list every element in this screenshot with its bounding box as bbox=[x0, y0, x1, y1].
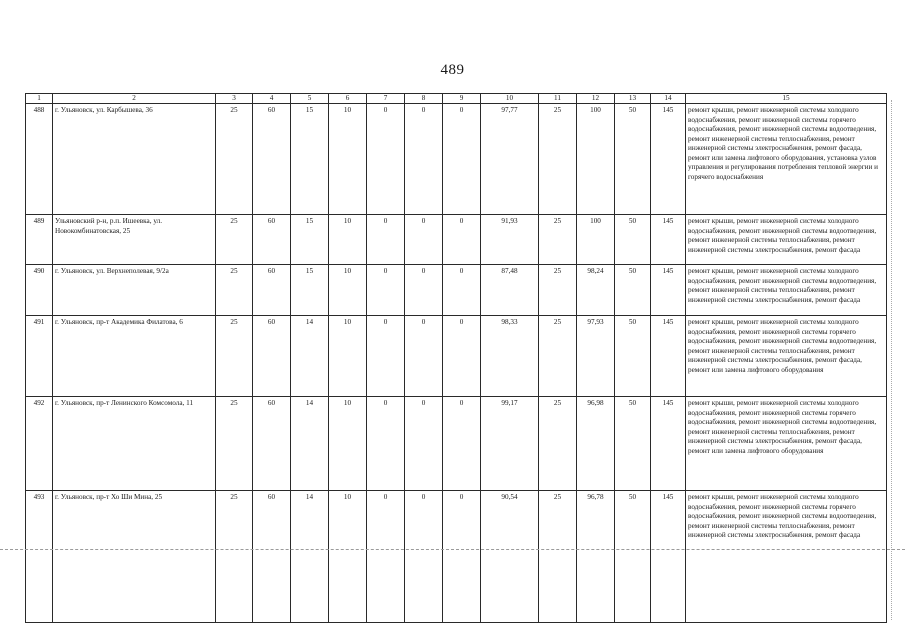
value-cell: 0 bbox=[405, 491, 443, 623]
value-cell: 145 bbox=[651, 491, 686, 623]
row-number: 489 bbox=[26, 215, 53, 265]
value-cell: 145 bbox=[651, 316, 686, 397]
table-row bbox=[26, 316, 887, 397]
value-cell: 0 bbox=[367, 397, 405, 491]
row-number: 490 bbox=[26, 265, 53, 316]
column-header: 3 bbox=[216, 94, 253, 104]
value-cell: 10 bbox=[329, 316, 367, 397]
works-cell: ремонт крыши, ремонт инженерной системы холодного водоснабжения, ремонт инженерной системы горячего водоснабжения, ремонт инженерной системы водоотведения, ремонт инженерной системы теплоснабжения, ремонт инженерной системы электроснабжения, ремонт фасада bbox=[686, 491, 887, 623]
value-cell: 0 bbox=[443, 397, 481, 491]
value-cell: 97,77 bbox=[481, 104, 539, 215]
value-cell: 10 bbox=[329, 215, 367, 265]
value-cell: 25 bbox=[216, 316, 253, 397]
page-number: 489 bbox=[440, 62, 465, 78]
value-cell: 0 bbox=[405, 265, 443, 316]
value-cell: 60 bbox=[253, 215, 291, 265]
value-cell: 0 bbox=[405, 397, 443, 491]
column-header: 9 bbox=[443, 94, 481, 104]
column-header: 6 bbox=[329, 94, 367, 104]
value-cell: 145 bbox=[651, 215, 686, 265]
row-number: 493 bbox=[26, 491, 53, 623]
register-table bbox=[25, 93, 887, 623]
value-cell: 10 bbox=[329, 491, 367, 623]
value-cell: 15 bbox=[291, 215, 329, 265]
value-cell: 145 bbox=[651, 104, 686, 215]
column-header: 15 bbox=[686, 94, 887, 104]
value-cell: 0 bbox=[443, 491, 481, 623]
column-header: 4 bbox=[253, 94, 291, 104]
address-cell: г. Ульяновск, пр-т Хо Ши Мина, 25 bbox=[53, 491, 216, 623]
value-cell: 50 bbox=[615, 104, 651, 215]
value-cell: 25 bbox=[539, 491, 577, 623]
value-cell: 25 bbox=[216, 104, 253, 215]
value-cell: 0 bbox=[443, 215, 481, 265]
value-cell: 0 bbox=[443, 265, 481, 316]
table-row bbox=[26, 265, 887, 316]
value-cell: 145 bbox=[651, 397, 686, 491]
works-cell: ремонт крыши, ремонт инженерной системы холодного водоснабжения, ремонт инженерной системы горячего водоснабжения, ремонт инженерной системы водоотведения, ремонт инженерной системы теплоснабжения, ремонт инженерной системы электроснабжения, ремонт фасада, ремонт или замена лифтового оборудования, установка узлов управления и регулирования потребления тепловой энергии и горячего водоснабжения bbox=[686, 104, 887, 215]
value-cell: 96,98 bbox=[577, 397, 615, 491]
column-header: 11 bbox=[539, 94, 577, 104]
scan-artifact-line bbox=[0, 549, 905, 550]
value-cell: 0 bbox=[367, 104, 405, 215]
value-cell: 98,24 bbox=[577, 265, 615, 316]
value-cell: 50 bbox=[615, 491, 651, 623]
value-cell: 0 bbox=[443, 104, 481, 215]
value-cell: 25 bbox=[539, 104, 577, 215]
value-cell: 25 bbox=[216, 265, 253, 316]
value-cell: 14 bbox=[291, 316, 329, 397]
value-cell: 50 bbox=[615, 397, 651, 491]
works-cell: ремонт крыши, ремонт инженерной системы холодного водоснабжения, ремонт инженерной системы горячего водоснабжения, ремонт инженерной системы водоотведения, ремонт инженерной системы теплоснабжения, ремонт инженерной системы электроснабжения, ремонт фасада, ремонт или замена лифтового оборудования bbox=[686, 316, 887, 397]
address-cell: г. Ульяновск, ул. Верхнеполевая, 9/2а bbox=[53, 265, 216, 316]
address-cell: г. Ульяновск, ул. Карбышева, 36 bbox=[53, 104, 216, 215]
value-cell: 97,93 bbox=[577, 316, 615, 397]
value-cell: 60 bbox=[253, 491, 291, 623]
value-cell: 25 bbox=[539, 316, 577, 397]
value-cell: 50 bbox=[615, 316, 651, 397]
column-header: 2 bbox=[53, 94, 216, 104]
value-cell: 25 bbox=[539, 397, 577, 491]
value-cell: 14 bbox=[291, 491, 329, 623]
value-cell: 50 bbox=[615, 215, 651, 265]
column-header: 13 bbox=[615, 94, 651, 104]
works-cell: ремонт крыши, ремонт инженерной системы холодного водоснабжения, ремонт инженерной системы водоотведения, ремонт инженерной системы теплоснабжения, ремонт инженерной системы электроснабжения, ремонт фасада bbox=[686, 265, 887, 316]
value-cell: 60 bbox=[253, 397, 291, 491]
value-cell: 60 bbox=[253, 316, 291, 397]
value-cell: 25 bbox=[539, 265, 577, 316]
works-cell: ремонт крыши, ремонт инженерной системы холодного водоснабжения, ремонт инженерной системы водоотведения, ремонт инженерной системы теплоснабжения, ремонт инженерной системы электроснабжения, ремонт фасада bbox=[686, 215, 887, 265]
value-cell: 0 bbox=[367, 316, 405, 397]
address-cell: г. Ульяновск, пр-т Ленинского Комсомола, 11 bbox=[53, 397, 216, 491]
column-header: 14 bbox=[651, 94, 686, 104]
value-cell: 14 bbox=[291, 397, 329, 491]
value-cell: 60 bbox=[253, 104, 291, 215]
value-cell: 0 bbox=[367, 491, 405, 623]
table-row bbox=[26, 104, 887, 215]
value-cell: 15 bbox=[291, 104, 329, 215]
value-cell: 0 bbox=[405, 104, 443, 215]
value-cell: 98,33 bbox=[481, 316, 539, 397]
value-cell: 90,54 bbox=[481, 491, 539, 623]
value-cell: 25 bbox=[216, 397, 253, 491]
column-header: 1 bbox=[26, 94, 53, 104]
value-cell: 99,17 bbox=[481, 397, 539, 491]
value-cell: 96,78 bbox=[577, 491, 615, 623]
row-number: 492 bbox=[26, 397, 53, 491]
value-cell: 145 bbox=[651, 265, 686, 316]
value-cell: 0 bbox=[443, 316, 481, 397]
column-header: 8 bbox=[405, 94, 443, 104]
scan-artifact-edge bbox=[891, 100, 892, 620]
value-cell: 15 bbox=[291, 265, 329, 316]
address-cell: Ульяновский р-н, р.п. Ишеевка, ул. Новокомбинатовская, 25 bbox=[53, 215, 216, 265]
value-cell: 10 bbox=[329, 397, 367, 491]
column-number-row bbox=[26, 94, 887, 104]
column-header: 5 bbox=[291, 94, 329, 104]
value-cell: 50 bbox=[615, 265, 651, 316]
table-row bbox=[26, 397, 887, 491]
row-number: 491 bbox=[26, 316, 53, 397]
value-cell: 25 bbox=[216, 215, 253, 265]
works-cell: ремонт крыши, ремонт инженерной системы холодного водоснабжения, ремонт инженерной системы горячего водоснабжения, ремонт инженерной системы водоотведения, ремонт инженерной системы теплоснабжения, ремонт инженерной системы электроснабжения, ремонт фасада, ремонт или замена лифтового оборудования bbox=[686, 397, 887, 491]
value-cell: 0 bbox=[405, 316, 443, 397]
value-cell: 100 bbox=[577, 104, 615, 215]
address-cell: г. Ульяновск, пр-т Академика Филатова, 6 bbox=[53, 316, 216, 397]
table-row bbox=[26, 491, 887, 623]
value-cell: 10 bbox=[329, 104, 367, 215]
column-header: 7 bbox=[367, 94, 405, 104]
value-cell: 0 bbox=[405, 215, 443, 265]
table-row bbox=[26, 215, 887, 265]
value-cell: 0 bbox=[367, 215, 405, 265]
column-header: 12 bbox=[577, 94, 615, 104]
value-cell: 91,93 bbox=[481, 215, 539, 265]
value-cell: 25 bbox=[216, 491, 253, 623]
value-cell: 100 bbox=[577, 215, 615, 265]
column-header: 10 bbox=[481, 94, 539, 104]
row-number: 488 bbox=[26, 104, 53, 215]
value-cell: 25 bbox=[539, 215, 577, 265]
value-cell: 10 bbox=[329, 265, 367, 316]
value-cell: 60 bbox=[253, 265, 291, 316]
value-cell: 87,48 bbox=[481, 265, 539, 316]
value-cell: 0 bbox=[367, 265, 405, 316]
